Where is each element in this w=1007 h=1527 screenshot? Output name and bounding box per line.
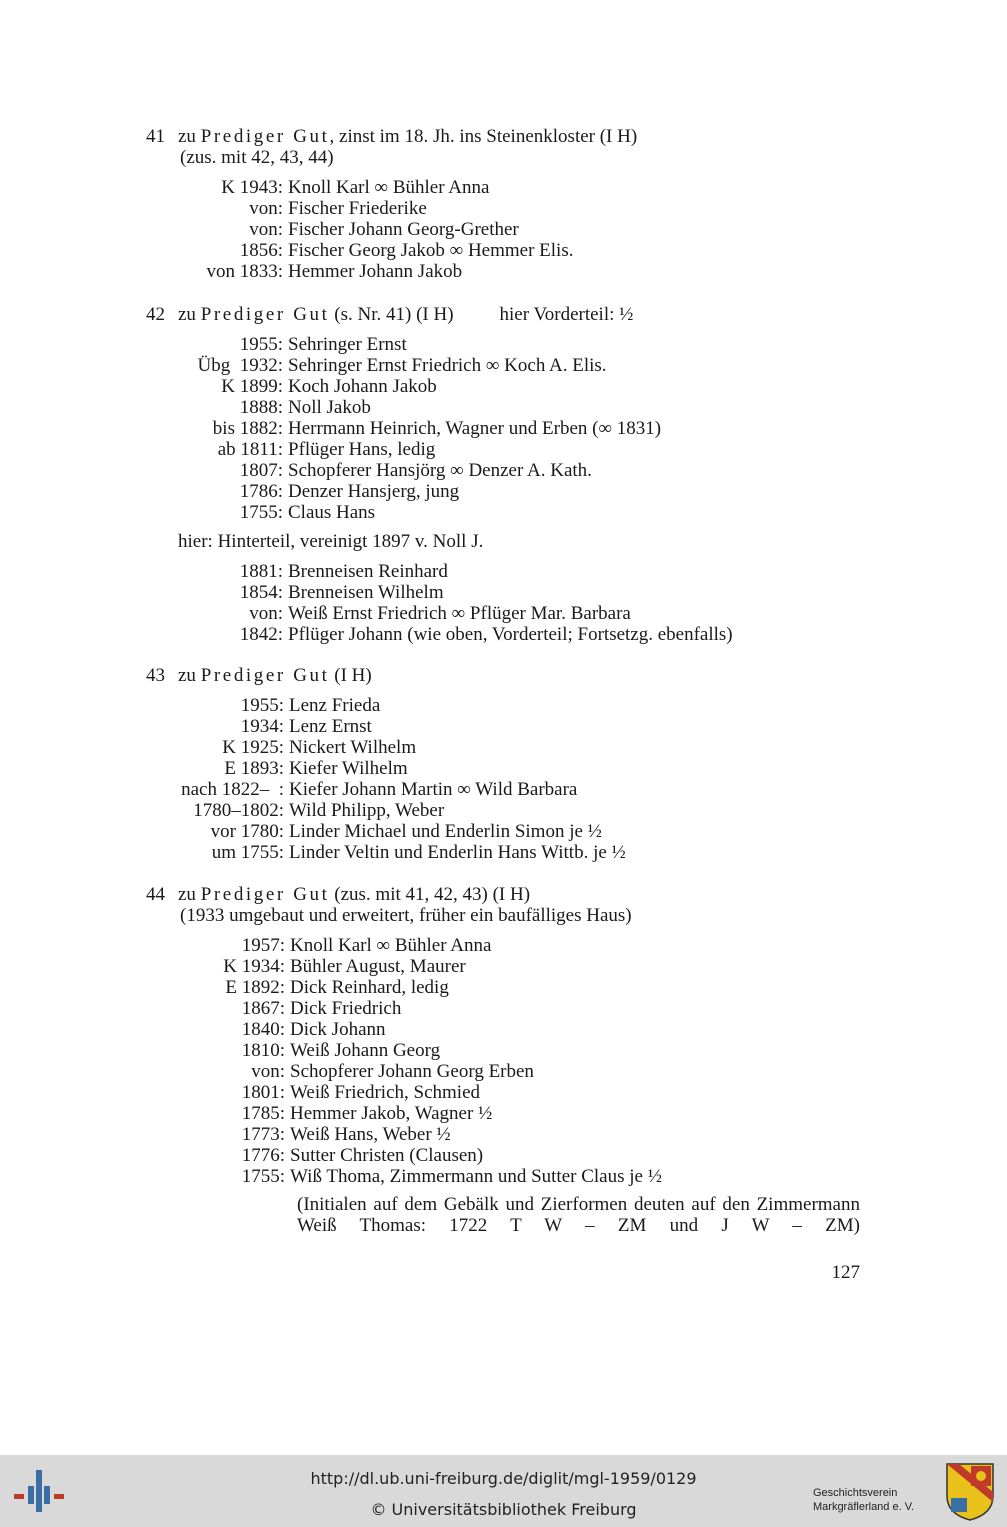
owner-name: Wild Philipp, Weber bbox=[289, 800, 445, 821]
owner-date: K 1934: bbox=[223, 956, 285, 977]
entry-prefix: zu bbox=[178, 304, 196, 325]
owner-date: von: bbox=[249, 219, 283, 240]
owner-name: Fischer Georg Jakob ∞ Hemmer Elis. bbox=[288, 240, 574, 261]
entry-41-subheading: (zus. mit 42, 43, 44) bbox=[180, 147, 334, 168]
owner-date: K 1943: bbox=[221, 177, 283, 198]
owner-name: Brenneisen Wilhelm bbox=[288, 582, 444, 603]
owner-date: 1840: bbox=[241, 1019, 285, 1040]
owner-name: Weiß Ernst Friedrich ∞ Pflüger Mar. Barbara bbox=[288, 603, 631, 624]
owner-name: Hemmer Jakob, Wagner ½ bbox=[290, 1103, 493, 1124]
entry-name: Prediger Gut bbox=[200, 665, 330, 686]
entry-44-heading bbox=[146, 884, 530, 906]
entry-description: (s. Nr. 41) (I H) bbox=[329, 304, 454, 325]
owner-date: 1888: bbox=[239, 397, 283, 418]
owner-date: 1785: bbox=[241, 1103, 285, 1124]
owner-date: vor 1780: bbox=[210, 821, 284, 842]
owner-date: 1934: bbox=[240, 716, 284, 737]
entry-prefix: zu bbox=[178, 126, 196, 147]
owner-name: Claus Hans bbox=[288, 502, 376, 523]
owner-name: Lenz Ernst bbox=[289, 716, 372, 737]
owner-name: Linder Veltin und Enderlin Hans Wittb. je ½ bbox=[289, 842, 626, 863]
owner-date: 1881: bbox=[239, 561, 283, 582]
owner-name: Kiefer Wilhelm bbox=[289, 758, 408, 779]
owner-date: von 1833: bbox=[206, 261, 283, 282]
owner-name: Weiß Friedrich, Schmied bbox=[290, 1082, 481, 1103]
entry-description: (I H) bbox=[329, 665, 372, 686]
entry-description: , zinst im 18. Jh. ins Steinenkloster (I H) bbox=[329, 126, 638, 147]
owner-date: 1955: bbox=[239, 334, 283, 355]
owner-date: 1867: bbox=[241, 998, 285, 1019]
owner-date: von: bbox=[251, 1061, 285, 1082]
owner-date: von: bbox=[249, 603, 283, 624]
owner-name: Nickert Wilhelm bbox=[289, 737, 417, 758]
owner-name: Fischer Friederike bbox=[288, 198, 427, 219]
owner-date: 1856: bbox=[239, 240, 283, 261]
entry-share-note: hier Vorderteil: ½ bbox=[499, 304, 634, 325]
entry-number: 44 bbox=[146, 884, 165, 905]
owner-name: Kiefer Johann Martin ∞ Wild Barbara bbox=[289, 779, 578, 800]
entry-43-heading bbox=[146, 665, 372, 687]
entry-description: (zus. mit 41, 42, 43) (I H) bbox=[329, 884, 531, 905]
owner-name: Schopferer Hansjörg ∞ Denzer A. Kath. bbox=[288, 460, 592, 481]
entry-number: 42 bbox=[146, 304, 165, 325]
owner-name: Dick Reinhard, ledig bbox=[290, 977, 449, 998]
owner-name: Dick Friedrich bbox=[290, 998, 402, 1019]
owner-name: Sehringer Ernst bbox=[288, 334, 407, 355]
owner-name: Wiß Thoma, Zimmermann und Sutter Claus je ½ bbox=[290, 1166, 662, 1187]
entry-number: 43 bbox=[146, 665, 165, 686]
entry-42-note: hier: Hinterteil, vereinigt 1897 v. Noll J. bbox=[178, 531, 484, 552]
owner-date: 1773: bbox=[241, 1124, 285, 1145]
owner-date: 1957: bbox=[241, 935, 285, 956]
owner-name: Knoll Karl ∞ Bühler Anna bbox=[288, 177, 490, 198]
owner-date: K 1925: bbox=[222, 737, 284, 758]
owner-date: um 1755: bbox=[211, 842, 284, 863]
entry-name: Prediger Gut bbox=[200, 304, 330, 325]
entry-name: Prediger Gut bbox=[200, 884, 330, 905]
owner-date: 1786: bbox=[239, 481, 283, 502]
owner-date: bis 1882: bbox=[212, 418, 283, 439]
owner-date: 1842: bbox=[239, 624, 283, 645]
owner-name: Fischer Johann Georg-Grether bbox=[288, 219, 519, 240]
entry-41-heading bbox=[146, 126, 637, 148]
owner-date: 1955: bbox=[240, 695, 284, 716]
owner-name: Hemmer Johann Jakob bbox=[288, 261, 463, 282]
owner-name: Koch Johann Jakob bbox=[288, 376, 437, 397]
owner-name: Sehringer Ernst Friedrich ∞ Koch A. Elis. bbox=[288, 355, 607, 376]
owner-date: 1755: bbox=[239, 502, 283, 523]
entry-44-subheading: (1933 umgebaut und erweitert, früher ein baufälliges Haus) bbox=[180, 905, 632, 926]
owner-name: Lenz Frieda bbox=[289, 695, 381, 716]
publisher-name bbox=[813, 1486, 943, 1514]
owner-date: 1755: bbox=[241, 1166, 285, 1187]
entry-number: 41 bbox=[146, 126, 165, 147]
owner-date: nach 1822– : bbox=[181, 779, 284, 800]
owner-date: 1810: bbox=[241, 1040, 285, 1061]
viewer-footer bbox=[0, 1455, 1007, 1527]
owner-name: Knoll Karl ∞ Bühler Anna bbox=[290, 935, 492, 956]
entry-44-remark: (Initialen auf dem Gebälk und Zierformen deuten auf den Zimmermann Weiß Thomas: 1722 T W – ZM und J W – ZM) bbox=[297, 1194, 860, 1236]
owner-date: 1854: bbox=[239, 582, 283, 603]
owner-name: Pflüger Johann (wie oben, Vorderteil; Fortsetzg. ebenfalls) bbox=[288, 624, 733, 645]
entry-42-heading bbox=[146, 304, 633, 326]
owner-name: Schopferer Johann Georg Erben bbox=[290, 1061, 534, 1082]
owner-date: 1807: bbox=[239, 460, 283, 481]
owner-name: Bühler August, Maurer bbox=[290, 956, 466, 977]
owner-date: E 1892: bbox=[225, 977, 285, 998]
owner-name: Pflüger Hans, ledig bbox=[288, 439, 436, 460]
owner-date: Übg 1932: bbox=[197, 355, 283, 376]
owner-date: K 1899: bbox=[221, 376, 283, 397]
entry-prefix: zu bbox=[178, 884, 196, 905]
owner-name: Linder Michael und Enderlin Simon je ½ bbox=[289, 821, 602, 842]
owner-name: Weiß Hans, Weber ½ bbox=[290, 1124, 451, 1145]
owner-date: von: bbox=[249, 198, 283, 219]
publisher-line-1: Geschichtsverein bbox=[813, 1487, 898, 1499]
owner-date: ab 1811: bbox=[217, 439, 283, 460]
owner-name: Weiß Johann Georg bbox=[290, 1040, 441, 1061]
publisher-line-2: Markgräflerland e. V. bbox=[813, 1501, 915, 1513]
owner-name: Noll Jakob bbox=[288, 397, 371, 418]
owner-name: Dick Johann bbox=[290, 1019, 386, 1040]
document-url-link[interactable]: http://dl.ub.uni-freiburg.de/diglit/mgl-1959/0129 bbox=[310, 1469, 697, 1488]
owner-date: 1780–1802: bbox=[193, 800, 284, 821]
owner-date: E 1893: bbox=[224, 758, 284, 779]
entry-name: Prediger Gut bbox=[200, 126, 330, 147]
owner-name: Brenneisen Reinhard bbox=[288, 561, 448, 582]
copyright-text: © Universitätsbibliothek Freiburg bbox=[370, 1500, 637, 1519]
entry-prefix: zu bbox=[178, 665, 196, 686]
owner-date: 1801: bbox=[241, 1082, 285, 1103]
owner-name: Herrmann Heinrich, Wagner und Erben (∞ 1831) bbox=[288, 418, 662, 439]
coat-of-arms-icon bbox=[945, 1462, 995, 1522]
owner-name: Denzer Hansjerg, jung bbox=[288, 481, 460, 502]
owner-date: 1776: bbox=[241, 1145, 285, 1166]
page-number: 127 bbox=[831, 1262, 860, 1283]
owner-name: Sutter Christen (Clausen) bbox=[290, 1145, 484, 1166]
